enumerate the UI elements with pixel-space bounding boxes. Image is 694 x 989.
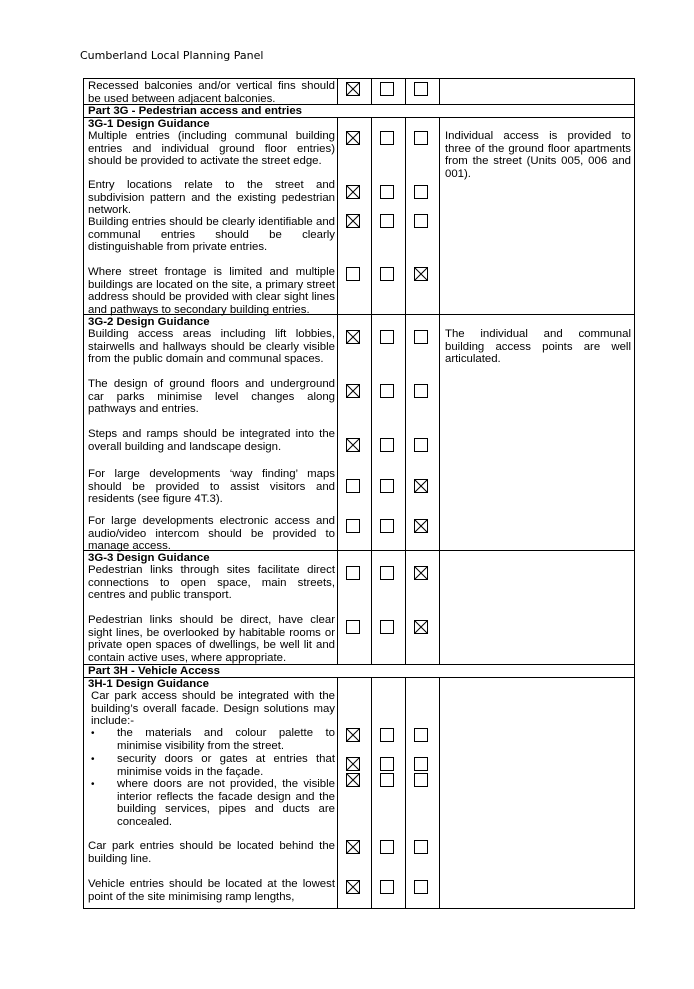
checkbox-checked[interactable] [346, 214, 360, 228]
checkbox[interactable] [346, 566, 360, 580]
guidance-text: Car park entries should be located behind the building line. [88, 840, 335, 865]
guidance-text: Where street frontage is limited and multiple buildings are located on the site, a primary street address should be provided with clear sight lines and pathways to secondary building entries. [88, 266, 335, 316]
column-border [337, 117, 338, 665]
bullet-icon: • [91, 779, 95, 790]
column-border [405, 117, 406, 665]
bullet-icon: • [91, 754, 95, 765]
guidance-text: Steps and ramps should be integrated into the overall building and landscape design. [88, 428, 335, 453]
guidance-text: Building access areas including lift lobbies, stairwells and hallways should be clearly visible from the public domain and communal spaces. [88, 328, 335, 365]
checkbox[interactable] [414, 728, 428, 742]
guidance-text: For large developments ‘way finding’ maps should be provided to assist visitors and residents (see figure 4T.3). [88, 468, 335, 505]
checkbox[interactable] [380, 330, 394, 344]
checkbox[interactable] [414, 330, 428, 344]
column-border [337, 78, 338, 105]
section-heading: Part 3G - Pedestrian access and entries [88, 105, 302, 117]
checkbox[interactable] [346, 519, 360, 533]
bullet-icon: • [91, 728, 95, 739]
checkbox[interactable] [380, 728, 394, 742]
subsection-heading: 3H-1 Design Guidance [88, 678, 209, 690]
checkbox-checked[interactable] [346, 185, 360, 199]
checkbox[interactable] [414, 131, 428, 145]
checkbox[interactable] [414, 757, 428, 771]
column-border [371, 78, 372, 105]
checkbox[interactable] [380, 519, 394, 533]
subsection-heading: 3G-3 Design Guidance [88, 552, 210, 564]
checkbox[interactable] [414, 384, 428, 398]
guidance-text: Multiple entries (including communal building entries and individual ground floor entries) should be provided to activate the street edge. [88, 130, 335, 167]
guidance-text: Pedestrian links through sites facilitate direct connections to open space, main streets, centres and public transport. [88, 564, 335, 601]
checkbox[interactable] [414, 438, 428, 452]
checkbox-checked[interactable] [346, 82, 360, 96]
section-heading: Part 3H - Vehicle Access [88, 665, 220, 677]
checkbox-checked[interactable] [414, 267, 428, 281]
checkbox-checked[interactable] [346, 728, 360, 742]
guidance-text: Pedestrian links should be direct, have clear sight lines, be overlooked by habitable rooms or private open spaces of dwellings, be well lit and contain active uses, where appropriate. [88, 614, 335, 664]
guidance-text: security doors or gates at entries that minimise voids in the façade. [117, 753, 335, 778]
checkbox[interactable] [380, 773, 394, 787]
comment-text: Individual access is provided to three of the ground floor apartments from the street (Units 005, 006 and 001). [445, 130, 631, 180]
column-border [439, 677, 440, 909]
guidance-text: Entry locations relate to the street and subdivision pattern and the existing pedestrian network. [88, 179, 335, 216]
checkbox-checked[interactable] [346, 384, 360, 398]
checkbox-checked[interactable] [346, 880, 360, 894]
checkbox[interactable] [414, 840, 428, 854]
checkbox-checked[interactable] [346, 773, 360, 787]
guidance-text: the materials and colour palette to minimise visibility from the street. [117, 727, 335, 752]
row-border [83, 908, 635, 909]
column-border [337, 677, 338, 909]
checkbox[interactable] [414, 773, 428, 787]
checkbox[interactable] [380, 267, 394, 281]
guidance-text: Vehicle entries should be located at the lowest point of the site minimising ramp lengths, [88, 878, 335, 903]
checkbox[interactable] [380, 566, 394, 580]
guidance-text: The design of ground floors and underground car parks minimise level changes along pathways and entries. [88, 378, 335, 415]
column-border [83, 78, 84, 909]
column-border [405, 677, 406, 909]
checkbox[interactable] [380, 620, 394, 634]
guidance-text: where doors are not provided, the visible interior reflects the facade design and the building services, pipes and ducts are concealed. [117, 778, 335, 828]
column-border [371, 117, 372, 665]
checkbox[interactable] [380, 384, 394, 398]
checkbox-checked[interactable] [346, 757, 360, 771]
column-border [405, 78, 406, 105]
checkbox-checked[interactable] [346, 330, 360, 344]
subsection-heading: 3G-2 Design Guidance [88, 316, 210, 328]
checkbox-checked[interactable] [346, 840, 360, 854]
guidance-text: Recessed balconies and/or vertical fins should be used between adjacent balconies. [88, 80, 335, 105]
checkbox[interactable] [346, 267, 360, 281]
row-border [83, 78, 635, 79]
checkbox[interactable] [380, 185, 394, 199]
checkbox[interactable] [346, 479, 360, 493]
checkbox[interactable] [414, 82, 428, 96]
subsection-heading: 3G-1 Design Guidance [88, 118, 210, 130]
guidance-text: For large developments electronic access and audio/video intercom should be provided to manage access. [88, 515, 335, 552]
guidance-text: Building entries should be clearly identifiable and communal entries should be clearly distinguishable from private entries. [88, 216, 335, 253]
compliance-table [83, 78, 635, 909]
checkbox[interactable] [414, 185, 428, 199]
checkbox[interactable] [380, 479, 394, 493]
checkbox[interactable] [414, 214, 428, 228]
column-border [371, 677, 372, 909]
checkbox[interactable] [414, 880, 428, 894]
guidance-text: Car park access should be integrated with the building’s overall facade. Design solutions may include:- [91, 690, 335, 727]
checkbox[interactable] [346, 620, 360, 634]
checkbox[interactable] [380, 840, 394, 854]
checkbox[interactable] [380, 82, 394, 96]
page-header: Cumberland Local Planning Panel [80, 49, 264, 62]
checkbox-checked[interactable] [414, 566, 428, 580]
column-border [439, 78, 440, 105]
checkbox-checked[interactable] [414, 519, 428, 533]
column-border [439, 117, 440, 665]
column-border [634, 78, 635, 909]
checkbox[interactable] [380, 880, 394, 894]
checkbox-checked[interactable] [346, 131, 360, 145]
checkbox-checked[interactable] [414, 479, 428, 493]
checkbox[interactable] [380, 131, 394, 145]
checkbox-checked[interactable] [414, 620, 428, 634]
checkbox[interactable] [380, 757, 394, 771]
checkbox-checked[interactable] [346, 438, 360, 452]
comment-text: The individual and communal building access points are well articulated. [445, 328, 631, 365]
checkbox[interactable] [380, 214, 394, 228]
checkbox[interactable] [380, 438, 394, 452]
